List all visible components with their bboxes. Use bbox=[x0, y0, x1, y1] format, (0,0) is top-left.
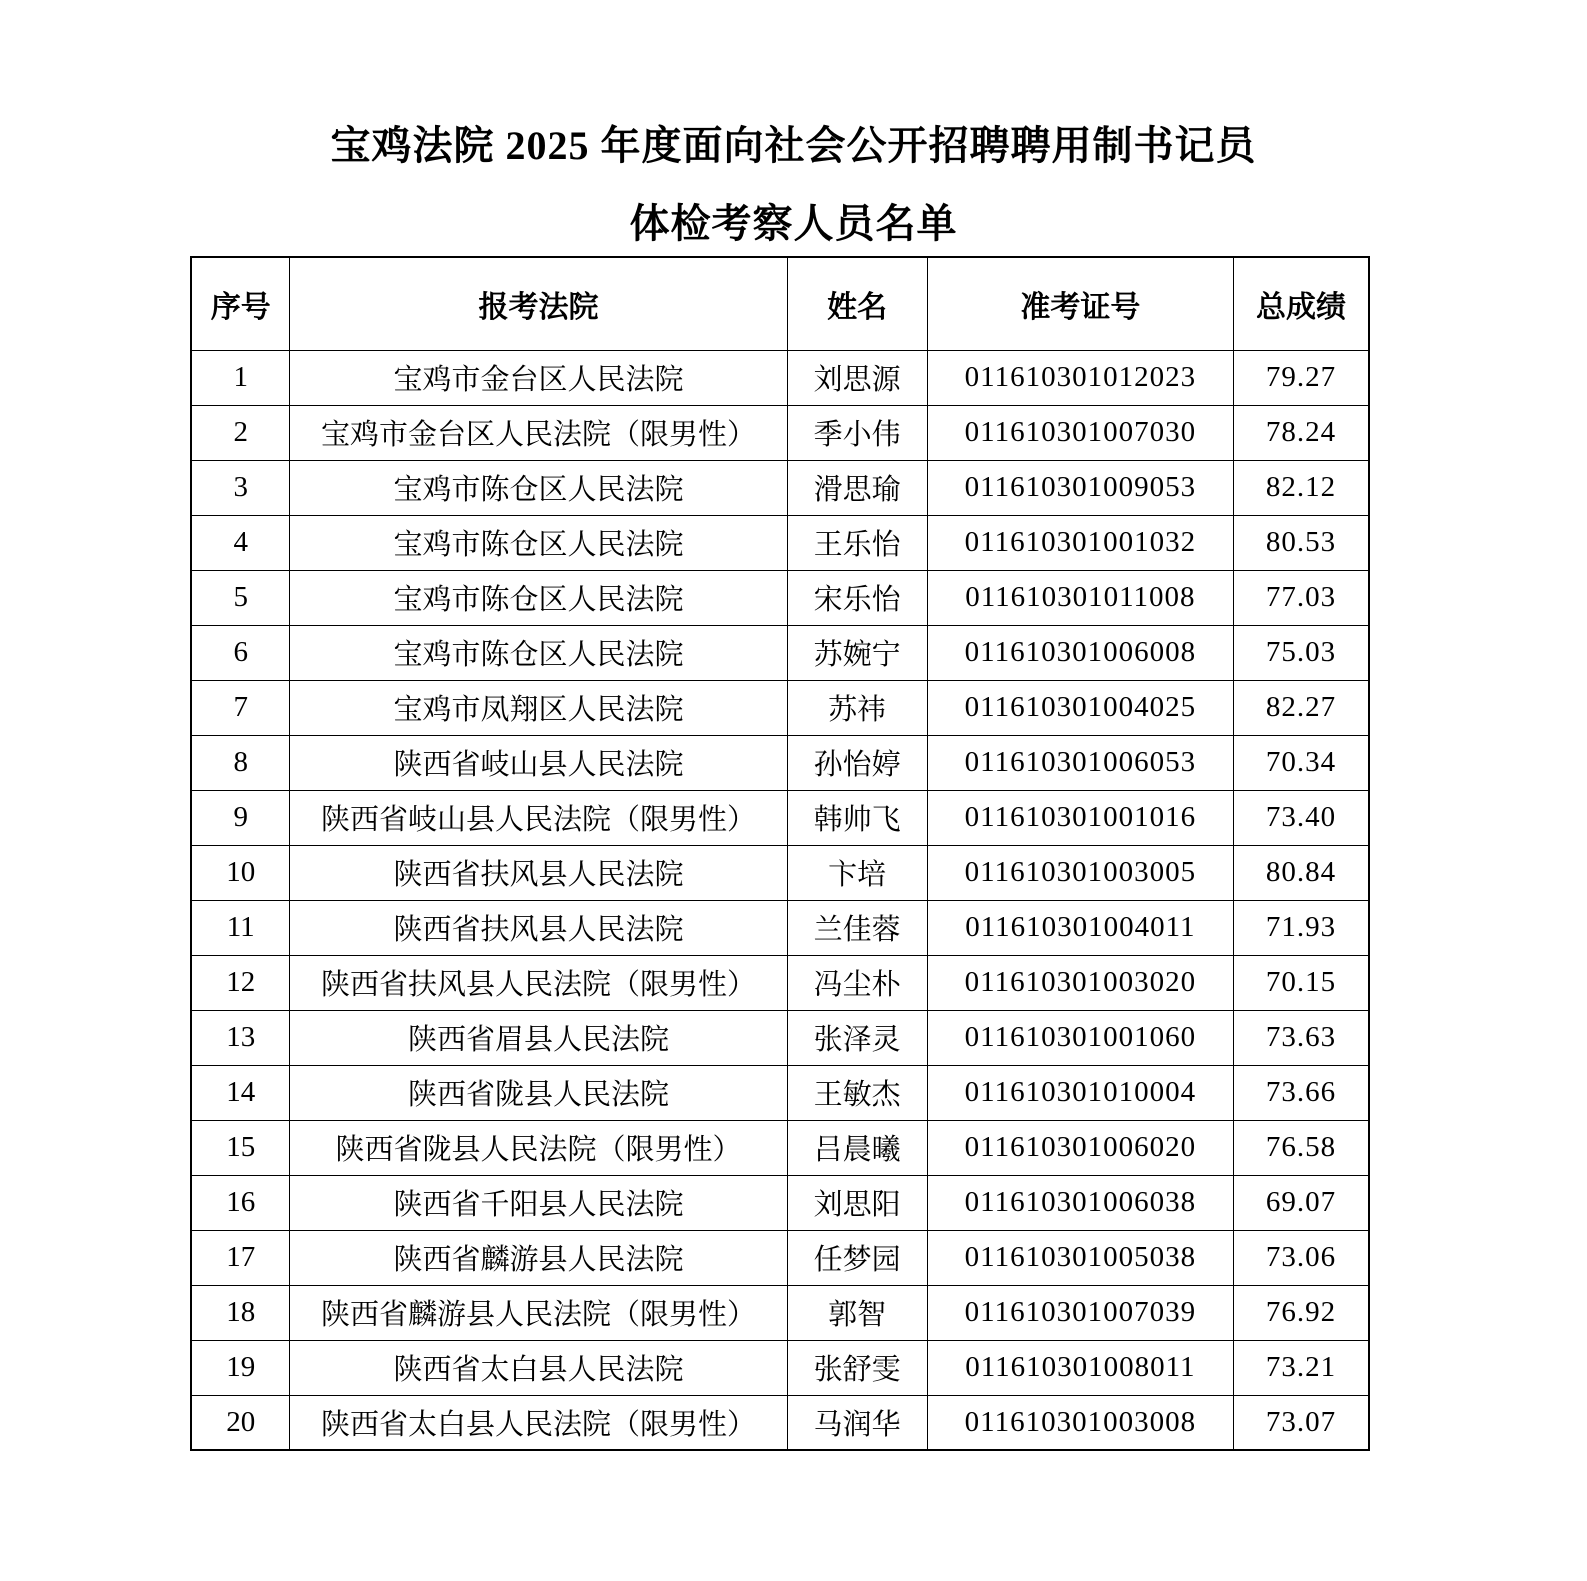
cell-name: 王乐怡 bbox=[787, 515, 927, 570]
cell-index: 17 bbox=[191, 1230, 290, 1285]
cell-name: 卞培 bbox=[787, 845, 927, 900]
cell-index: 18 bbox=[191, 1285, 290, 1340]
table-row bbox=[191, 1285, 1369, 1340]
cell-index: 14 bbox=[191, 1065, 290, 1120]
cell-name: 张泽灵 bbox=[787, 1010, 927, 1065]
cell-court: 宝鸡市金台区人民法院（限男性） bbox=[290, 405, 787, 460]
cell-score: 80.53 bbox=[1234, 515, 1370, 570]
cell-index: 6 bbox=[191, 625, 290, 680]
cell-name: 刘思源 bbox=[787, 350, 927, 405]
table-row bbox=[191, 1065, 1369, 1120]
table-row bbox=[191, 680, 1369, 735]
cell-score: 73.40 bbox=[1234, 790, 1370, 845]
cell-ticket: 011610301007039 bbox=[927, 1285, 1233, 1340]
header-ticket: 准考证号 bbox=[927, 257, 1233, 350]
cell-name: 郭智 bbox=[787, 1285, 927, 1340]
cell-score: 73.06 bbox=[1234, 1230, 1370, 1285]
table-row bbox=[191, 1175, 1369, 1230]
cell-score: 80.84 bbox=[1234, 845, 1370, 900]
cell-score: 75.03 bbox=[1234, 625, 1370, 680]
table-row bbox=[191, 625, 1369, 680]
cell-court: 陕西省眉县人民法院 bbox=[290, 1010, 787, 1065]
cell-court: 陕西省麟游县人民法院（限男性） bbox=[290, 1285, 787, 1340]
cell-ticket: 011610301003020 bbox=[927, 955, 1233, 1010]
cell-score: 77.03 bbox=[1234, 570, 1370, 625]
cell-index: 12 bbox=[191, 955, 290, 1010]
cell-court: 陕西省陇县人民法院 bbox=[290, 1065, 787, 1120]
table-row bbox=[191, 1120, 1369, 1175]
cell-index: 3 bbox=[191, 460, 290, 515]
cell-index: 20 bbox=[191, 1395, 290, 1450]
cell-name: 吕晨曦 bbox=[787, 1120, 927, 1175]
header-index: 序号 bbox=[191, 257, 290, 350]
cell-score: 70.15 bbox=[1234, 955, 1370, 1010]
cell-index: 8 bbox=[191, 735, 290, 790]
cell-court: 宝鸡市陈仓区人民法院 bbox=[290, 570, 787, 625]
cell-court: 宝鸡市陈仓区人民法院 bbox=[290, 460, 787, 515]
table-row bbox=[191, 955, 1369, 1010]
table-body bbox=[191, 350, 1369, 1450]
table-row bbox=[191, 735, 1369, 790]
candidates-table bbox=[190, 256, 1370, 1451]
cell-ticket: 011610301003008 bbox=[927, 1395, 1233, 1450]
cell-ticket: 011610301008011 bbox=[927, 1340, 1233, 1395]
cell-score: 78.24 bbox=[1234, 405, 1370, 460]
cell-name: 苏祎 bbox=[787, 680, 927, 735]
cell-ticket: 011610301006038 bbox=[927, 1175, 1233, 1230]
cell-ticket: 011610301001060 bbox=[927, 1010, 1233, 1065]
cell-index: 11 bbox=[191, 900, 290, 955]
cell-ticket: 011610301004025 bbox=[927, 680, 1233, 735]
cell-ticket: 011610301009053 bbox=[927, 460, 1233, 515]
cell-ticket: 011610301010004 bbox=[927, 1065, 1233, 1120]
table-row bbox=[191, 1230, 1369, 1285]
cell-ticket: 011610301006020 bbox=[927, 1120, 1233, 1175]
cell-score: 73.07 bbox=[1234, 1395, 1370, 1450]
table-row bbox=[191, 570, 1369, 625]
cell-score: 71.93 bbox=[1234, 900, 1370, 955]
table-row bbox=[191, 790, 1369, 845]
cell-name: 张舒雯 bbox=[787, 1340, 927, 1395]
cell-court: 陕西省扶风县人民法院（限男性） bbox=[290, 955, 787, 1010]
cell-index: 1 bbox=[191, 350, 290, 405]
table-row bbox=[191, 350, 1369, 405]
cell-name: 兰佳蓉 bbox=[787, 900, 927, 955]
document-title-line1: 宝鸡法院 2025 年度面向社会公开招聘聘用制书记员 bbox=[330, 123, 1257, 168]
cell-score: 73.63 bbox=[1234, 1010, 1370, 1065]
cell-ticket: 011610301012023 bbox=[927, 350, 1233, 405]
cell-score: 79.27 bbox=[1234, 350, 1370, 405]
cell-index: 16 bbox=[191, 1175, 290, 1230]
cell-name: 任梦园 bbox=[787, 1230, 927, 1285]
cell-ticket: 011610301001016 bbox=[927, 790, 1233, 845]
cell-court: 陕西省麟游县人民法院 bbox=[290, 1230, 787, 1285]
table-row bbox=[191, 460, 1369, 515]
table-row bbox=[191, 1395, 1369, 1450]
cell-ticket: 011610301005038 bbox=[927, 1230, 1233, 1285]
cell-court: 陕西省太白县人民法院（限男性） bbox=[290, 1395, 787, 1450]
cell-name: 滑思瑜 bbox=[787, 460, 927, 515]
cell-score: 76.58 bbox=[1234, 1120, 1370, 1175]
cell-ticket: 011610301007030 bbox=[927, 405, 1233, 460]
cell-ticket: 011610301006053 bbox=[927, 735, 1233, 790]
document-title-line2: 体检考察人员名单 bbox=[629, 201, 958, 246]
cell-ticket: 011610301003005 bbox=[927, 845, 1233, 900]
cell-court: 陕西省扶风县人民法院 bbox=[290, 845, 787, 900]
cell-name: 韩帅飞 bbox=[787, 790, 927, 845]
table-header-row bbox=[191, 257, 1369, 350]
cell-court: 宝鸡市陈仓区人民法院 bbox=[290, 515, 787, 570]
cell-name: 王敏杰 bbox=[787, 1065, 927, 1120]
cell-score: 73.66 bbox=[1234, 1065, 1370, 1120]
cell-ticket: 011610301001032 bbox=[927, 515, 1233, 570]
cell-index: 13 bbox=[191, 1010, 290, 1065]
cell-name: 季小伟 bbox=[787, 405, 927, 460]
cell-index: 2 bbox=[191, 405, 290, 460]
table-row bbox=[191, 1340, 1369, 1395]
cell-court: 陕西省太白县人民法院 bbox=[290, 1340, 787, 1395]
cell-score: 69.07 bbox=[1234, 1175, 1370, 1230]
cell-court: 陕西省岐山县人民法院 bbox=[290, 735, 787, 790]
cell-court: 宝鸡市金台区人民法院 bbox=[290, 350, 787, 405]
cell-court: 陕西省扶风县人民法院 bbox=[290, 900, 787, 955]
cell-score: 82.12 bbox=[1234, 460, 1370, 515]
cell-ticket: 011610301011008 bbox=[927, 570, 1233, 625]
table-row bbox=[191, 515, 1369, 570]
cell-index: 19 bbox=[191, 1340, 290, 1395]
cell-index: 9 bbox=[191, 790, 290, 845]
cell-court: 宝鸡市陈仓区人民法院 bbox=[290, 625, 787, 680]
cell-index: 5 bbox=[191, 570, 290, 625]
table-row bbox=[191, 1010, 1369, 1065]
cell-index: 10 bbox=[191, 845, 290, 900]
cell-name: 刘思阳 bbox=[787, 1175, 927, 1230]
cell-court: 陕西省千阳县人民法院 bbox=[290, 1175, 787, 1230]
table-row bbox=[191, 405, 1369, 460]
table-row bbox=[191, 845, 1369, 900]
cell-index: 15 bbox=[191, 1120, 290, 1175]
cell-court: 陕西省岐山县人民法院（限男性） bbox=[290, 790, 787, 845]
header-court: 报考法院 bbox=[290, 257, 787, 350]
cell-score: 73.21 bbox=[1234, 1340, 1370, 1395]
header-score: 总成绩 bbox=[1234, 257, 1370, 350]
cell-name: 宋乐怡 bbox=[787, 570, 927, 625]
table-row bbox=[191, 900, 1369, 955]
cell-name: 孙怡婷 bbox=[787, 735, 927, 790]
cell-ticket: 011610301006008 bbox=[927, 625, 1233, 680]
cell-index: 4 bbox=[191, 515, 290, 570]
cell-score: 82.27 bbox=[1234, 680, 1370, 735]
header-name: 姓名 bbox=[787, 257, 927, 350]
cell-score: 76.92 bbox=[1234, 1285, 1370, 1340]
cell-court: 宝鸡市凤翔区人民法院 bbox=[290, 680, 787, 735]
cell-name: 马润华 bbox=[787, 1395, 927, 1450]
cell-court: 陕西省陇县人民法院（限男性） bbox=[290, 1120, 787, 1175]
cell-score: 70.34 bbox=[1234, 735, 1370, 790]
cell-index: 7 bbox=[191, 680, 290, 735]
cell-name: 苏婉宁 bbox=[787, 625, 927, 680]
cell-ticket: 011610301004011 bbox=[927, 900, 1233, 955]
cell-name: 冯尘朴 bbox=[787, 955, 927, 1010]
